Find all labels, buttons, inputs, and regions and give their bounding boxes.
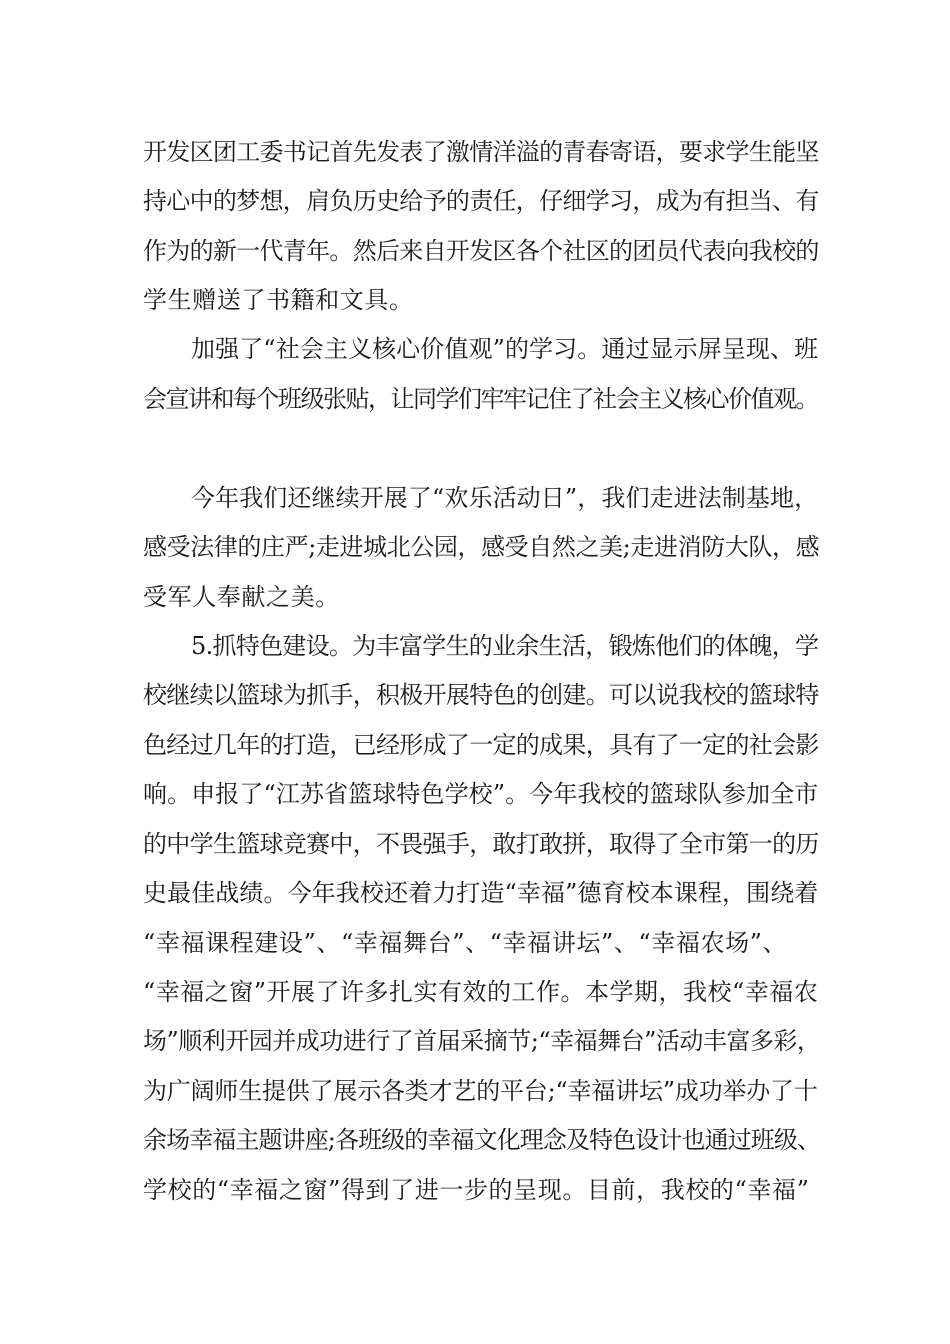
text-line: 5.抓特色建设。为丰富学生的业余生活，锻炼他们的体魄，学	[191, 632, 819, 660]
text-line: “幸福课程建设”、“幸福舞台”、“幸福讲坛”、“幸福农场”、	[143, 929, 788, 957]
text-line: 史最佳战绩。今年我校还着力打造“幸福”德育校本课程，围绕着	[143, 879, 819, 907]
text-line: 受军人奉献之美。	[143, 583, 340, 611]
text-line: “幸福之窗”开展了许多扎实有效的工作。本学期，我校“幸福农	[143, 978, 819, 1006]
text-line: 校继续以篮球为抓手，积极开展特色的创建。可以说我校的篮球特	[143, 681, 819, 709]
text-line: 作为的新一代青年。然后来自开发区各个社区的团员代表向我校的	[143, 237, 819, 265]
text-line: 持心中的梦想，肩负历史给予的责任，仔细学习，成为有担当、有	[143, 187, 819, 215]
text-line: 加强了“社会主义核心价值观”的学习。通过显示屏呈现、班	[191, 335, 819, 363]
text-line: 响。申报了“江苏省篮球特色学校”。今年我校的篮球队参加全市	[143, 780, 819, 808]
text-line: 开发区团工委书记首先发表了激情洋溢的青春寄语，要求学生能坚	[143, 138, 819, 166]
text-line: 学校的“幸福之窗”得到了进一步的呈现。目前，我校的“幸福”	[143, 1176, 810, 1204]
text-line: 感受法律的庄严;走进城北公园，感受自然之美;走进消防大队，感	[143, 533, 820, 561]
text-line: 会宣讲和每个班级张贴，让同学们牢牢记住了社会主义核心价值观。	[143, 385, 818, 413]
text-line: 学生赠送了书籍和文具。	[143, 286, 414, 314]
text-line: 色经过几年的打造，已经形成了一定的成果，具有了一定的社会影	[143, 731, 819, 759]
text-line: 的中学生篮球竞赛中，不畏强手，敢打敢拼，取得了全市第一的历	[143, 830, 819, 858]
text-line: 余场幸福主题讲座;各班级的幸福文化理念及特色设计也通过班级、	[143, 1126, 821, 1154]
text-line: 为广阔师生提供了展示各类才艺的平台;“幸福讲坛”成功举办了十	[143, 1077, 818, 1105]
text-line: 今年我们还继续开展了“欢乐活动日”，我们走进法制基地，	[191, 484, 819, 512]
text-line: 场”顺利开园并成功进行了首届采摘节;“幸福舞台”活动丰富多彩，	[143, 1027, 821, 1055]
